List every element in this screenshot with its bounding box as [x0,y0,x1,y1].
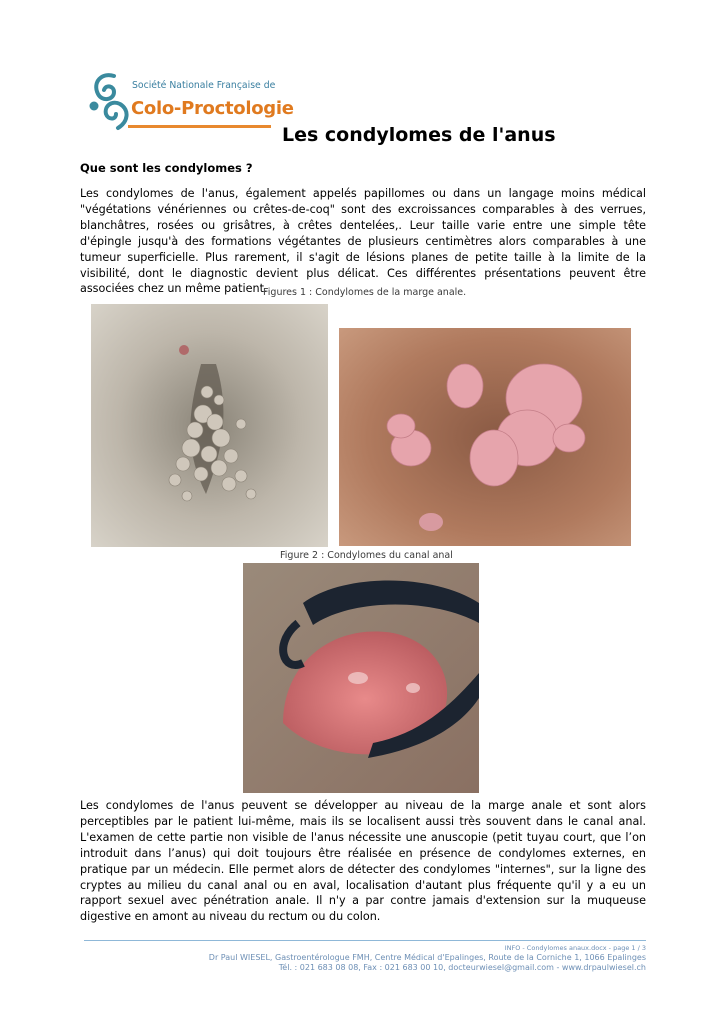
footer-contact: Tél. : 021 683 08 08, Fax : 021 683 00 10, docteurwiesel@gmail.com - www.drpaulwiesel.ch [278,963,646,972]
intro-paragraph: Les condylomes de l'anus, également appelés papillomes ou dans un langage moins médical "végétations vénériennes ou crêtes-de-coq" sont des excroissances comparables à des verrues, blanchâtres, rosées ou grisâtres, à crêtes dentelées,. Leur taille varie entre une simple tête d'épingle jusqu'à des formations végétantes de plusieurs centimètres alors comparables à une tumeur superficielle. Plus rarement, il s'agit de lésions planes de petite taille à la limite de la visibilité, dont le diagnostic devient plus délicat. Ces différentes présentations peuvent être associées chez un même patient. [80,187,646,296]
photo-anal-canal-condylomas [243,563,479,793]
page-title: Les condylomes de l'anus [282,124,556,146]
body-paragraph: Les condylomes de l'anus peuvent se développer au niveau de la marge anale et sont alors perceptibles par le patient lui-même, mais ils se localisent aussi très souvent dans le canal anal. L'examen de cette partie non visible de l'anus nécessite une anuscopie (petit tuyau court, que l’on introduit dans l’anus) qui doit toujours être réalisée en présence de condylomes externes, en pratique par un médecin. Elle permet alors de détecter des condylomes "internes", sur la ligne des cryptes au milieu du canal anal ou en aval, localisation d'autant plus fréquente qu'il y a eu un rapport sexuel avec pénétration anale. Il n'y a par contre jamais d'extension sur la muqueuse digestive en amont au niveau du rectum ou du colon. [80,799,646,924]
society-logo [88,70,294,136]
logo-line1: Société Nationale Française de [132,80,276,91]
logo-line2: Colo-Proctologie [131,98,294,119]
figure1-caption: Figures 1 : Condylomes de la marge anale. [263,287,467,298]
photo-large-condylomas [339,328,631,546]
photo-perianal-condylomas [91,304,328,547]
footer-address: Dr Paul WIESEL, Gastroentérologue FMH, Centre Médical d'Epalinges, Route de la Corniche 1, 1066 Epalinges [208,953,646,962]
footer-divider [84,940,646,941]
footer-doc-label: INFO - Condylomes anaux.docx - [504,944,614,952]
logo-mark-icon [88,70,132,136]
logo-underline [128,125,271,128]
figure2-caption: Figure 2 : Condylomes du canal anal [280,550,453,561]
footer-doc-line [505,943,646,952]
section-heading: Que sont les condylomes ? [80,161,253,175]
footer-page-label: page 1 / 3 [613,944,646,952]
